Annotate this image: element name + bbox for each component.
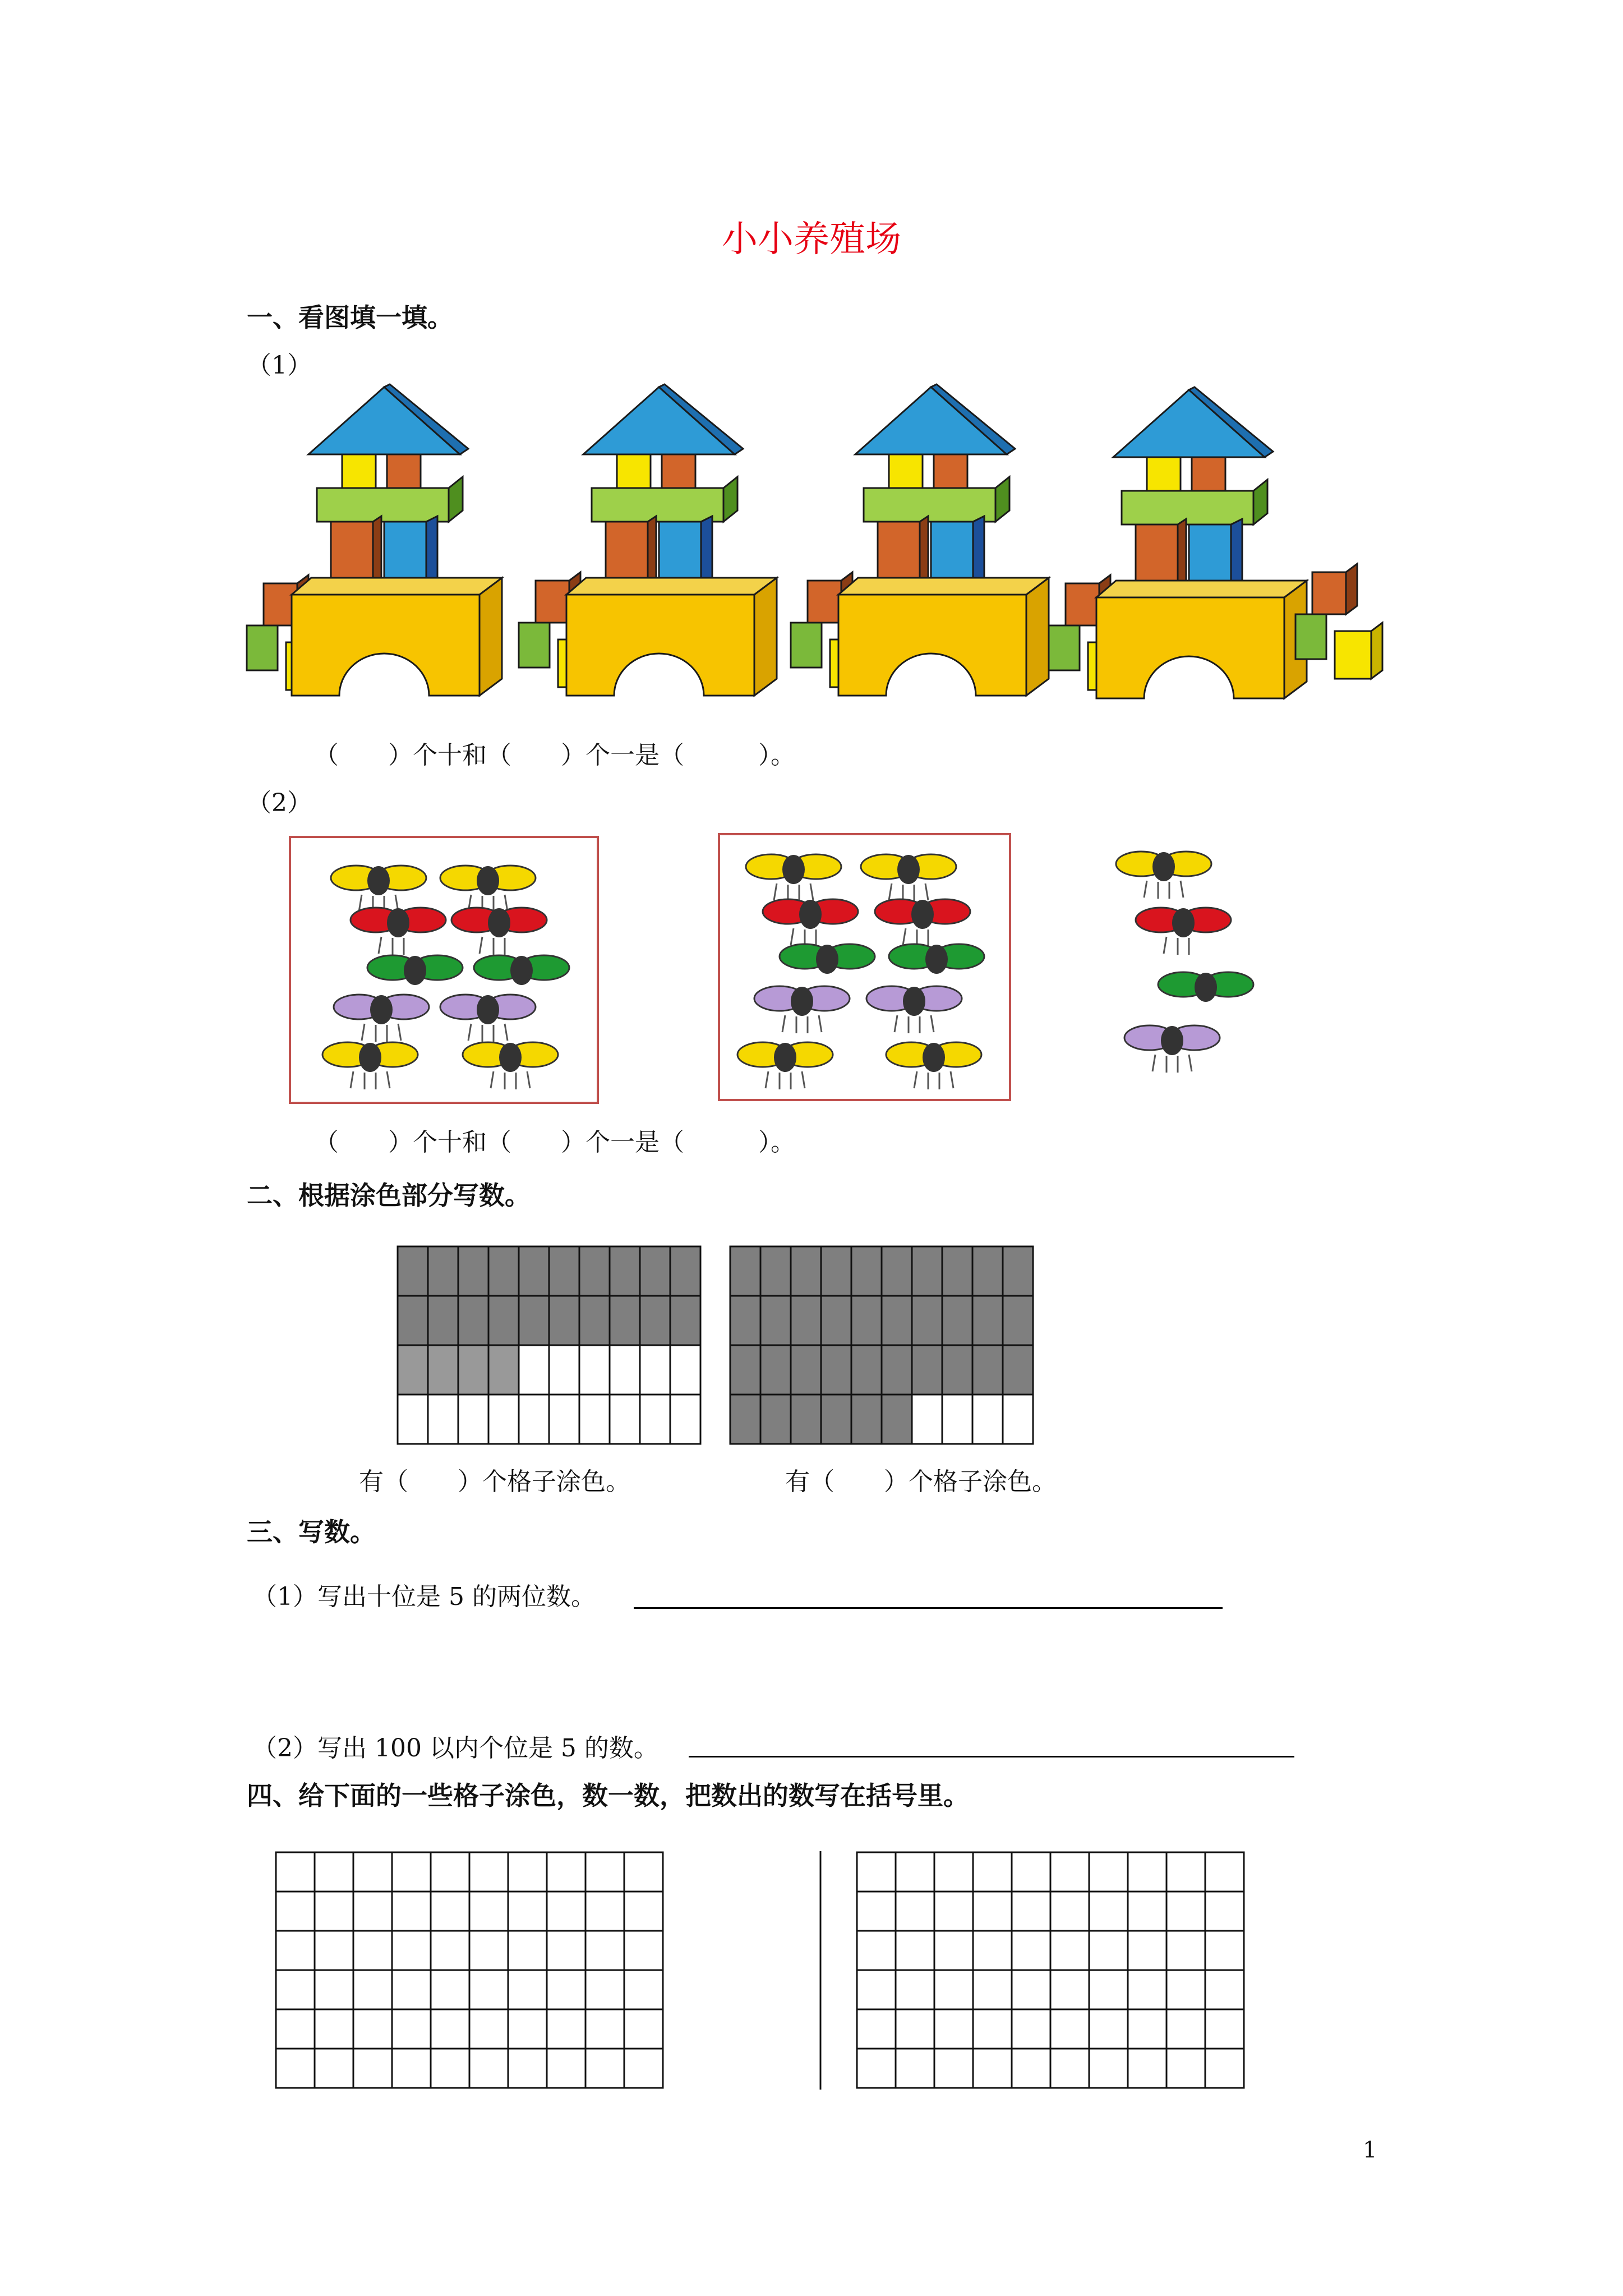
shaded-grid-a — [396, 1245, 702, 1447]
shaded-cell — [398, 1345, 428, 1395]
blank-cell — [585, 2009, 624, 2049]
shaded-cell — [972, 1246, 1003, 1296]
shaded-cell — [912, 1296, 942, 1345]
blank-cell — [392, 2009, 431, 2049]
blank-cell — [896, 1892, 934, 1931]
blank-cell — [469, 1852, 508, 1892]
blank-cell — [1128, 1931, 1166, 1970]
blank-cell — [276, 1931, 315, 1970]
blank-cell — [431, 2009, 469, 2049]
shaded-cell — [882, 1296, 912, 1345]
shaded-cell — [428, 1296, 458, 1345]
blank-cell — [392, 1970, 431, 2009]
blank-cell — [1089, 2009, 1128, 2049]
section2-heading: 二、根据涂色部分写数。 — [247, 1180, 531, 1211]
answer-line-3-1[interactable] — [634, 1607, 1223, 1609]
blank-cell — [276, 2009, 315, 2049]
shaded-cell — [821, 1296, 851, 1345]
blank-cell — [896, 1852, 934, 1892]
empty-cell — [942, 1395, 972, 1444]
blank-cell — [1205, 1892, 1244, 1931]
blank-cell — [276, 1970, 315, 2009]
blank-cell — [469, 2009, 508, 2049]
empty-cell — [670, 1345, 700, 1395]
blank-cell — [934, 1931, 973, 1970]
blank-cell — [896, 2009, 934, 2049]
shaded-cell — [519, 1246, 549, 1296]
blank-cell — [1128, 1970, 1166, 2009]
shaded-cell — [972, 1345, 1003, 1395]
blank-cell — [315, 1970, 353, 2009]
blank-cell — [1089, 1931, 1128, 1970]
shaded-cell — [942, 1246, 972, 1296]
shaded-cell — [519, 1296, 549, 1345]
empty-cell — [1003, 1395, 1033, 1444]
blank-cell — [1050, 1931, 1089, 1970]
blank-cell — [624, 1931, 663, 1970]
blank-cell — [547, 2049, 585, 2088]
grid-a-caption: 有（ ）个格子涂色。 — [359, 1467, 630, 1496]
blank-cell — [469, 2049, 508, 2088]
empty-cell — [912, 1395, 942, 1444]
blank-cell — [315, 1892, 353, 1931]
blank-cell — [547, 1970, 585, 2009]
question-3-2: （2）写出 100 以内个位是 5 的数。 — [252, 1734, 658, 1763]
empty-cell — [640, 1395, 670, 1444]
shaded-cell — [1003, 1296, 1033, 1345]
shaded-cell — [760, 1345, 791, 1395]
blank-cell — [585, 1892, 624, 1931]
shaded-cell — [640, 1246, 670, 1296]
empty-cell — [519, 1345, 549, 1395]
blank-cell — [353, 1852, 392, 1892]
shaded-cell — [791, 1296, 821, 1345]
section1-heading: 一、看图填一填。 — [247, 302, 453, 333]
blank-cell — [508, 2009, 547, 2049]
blank-cell — [896, 1931, 934, 1970]
shaded-cell — [549, 1246, 579, 1296]
blank-cell — [1166, 2009, 1205, 2049]
shaded-grid-b — [729, 1245, 1035, 1447]
empty-cell — [458, 1395, 488, 1444]
blank-cell — [1166, 2049, 1205, 2088]
blank-cell — [857, 1892, 896, 1931]
blank-grid-a[interactable] — [275, 1851, 667, 2092]
section4-heading: 四、给下面的一些格子涂色，数一数，把数出的数写在括号里。 — [247, 1780, 969, 1811]
blank-cell — [1012, 1931, 1050, 1970]
shaded-cell — [1003, 1345, 1033, 1395]
shaded-cell — [882, 1246, 912, 1296]
blank-cell — [1166, 1852, 1205, 1892]
shaded-cell — [882, 1345, 912, 1395]
blank-cell — [585, 2049, 624, 2088]
blank-cell — [1166, 1892, 1205, 1931]
shaded-cell — [791, 1246, 821, 1296]
part2-prompt: （ ）个十和（ ）个一是（ ）。 — [314, 1128, 795, 1157]
blank-cell — [1050, 1970, 1089, 2009]
blank-cell — [353, 1931, 392, 1970]
blank-cell — [431, 1931, 469, 1970]
shaded-cell — [670, 1246, 700, 1296]
shaded-cell — [821, 1246, 851, 1296]
empty-cell — [670, 1395, 700, 1444]
shaded-cell — [488, 1296, 519, 1345]
shaded-cell — [760, 1246, 791, 1296]
blank-cell — [353, 1970, 392, 2009]
grid-b-caption: 有（ ）个格子涂色。 — [785, 1467, 1057, 1496]
empty-cell — [549, 1345, 579, 1395]
shaded-cell — [428, 1345, 458, 1395]
question-3-1: （1）写出十位是 5 的两位数。 — [252, 1582, 596, 1611]
shaded-cell — [821, 1345, 851, 1395]
blank-cell — [1205, 1931, 1244, 1970]
shaded-cell — [488, 1246, 519, 1296]
empty-cell — [579, 1345, 610, 1395]
blank-cell — [1089, 2049, 1128, 2088]
shaded-cell — [458, 1345, 488, 1395]
page-title: 小小养殖场 — [722, 219, 901, 260]
blank-cell — [315, 1852, 353, 1892]
blank-cell — [276, 2049, 315, 2088]
blank-cell — [973, 1852, 1012, 1892]
blank-cell — [1128, 2009, 1166, 2049]
shaded-cell — [398, 1296, 428, 1345]
blank-cell — [1012, 1970, 1050, 2009]
shaded-cell — [428, 1246, 458, 1296]
blank-cell — [276, 1852, 315, 1892]
blank-cell — [392, 1852, 431, 1892]
shaded-cell — [760, 1395, 791, 1444]
blank-cell — [934, 2049, 973, 2088]
shaded-cell — [851, 1296, 882, 1345]
shaded-cell — [458, 1296, 488, 1345]
blank-cell — [315, 2049, 353, 2088]
blank-cell — [896, 2049, 934, 2088]
blank-cell — [1166, 1970, 1205, 2009]
blank-cell — [547, 1892, 585, 1931]
moths-illustration — [0, 0, 1623, 1122]
shaded-cell — [1003, 1246, 1033, 1296]
blank-cell — [315, 2009, 353, 2049]
shaded-cell — [458, 1246, 488, 1296]
blank-cell — [934, 2009, 973, 2049]
blank-cell — [973, 2049, 1012, 2088]
part1-prompt: （ ）个十和（ ）个一是（ ）。 — [314, 741, 795, 770]
blank-cell — [1012, 2049, 1050, 2088]
empty-cell — [972, 1395, 1003, 1444]
blank-cell — [469, 1970, 508, 2009]
shaded-cell — [579, 1246, 610, 1296]
shaded-cell — [610, 1296, 640, 1345]
shaded-cell — [942, 1345, 972, 1395]
shaded-cell — [942, 1296, 972, 1345]
blank-cell — [1205, 1970, 1244, 2009]
blank-cell — [624, 2009, 663, 2049]
blank-cell — [315, 1931, 353, 1970]
blank-cell — [1128, 1852, 1166, 1892]
blank-cell — [857, 2009, 896, 2049]
shaded-cell — [398, 1246, 428, 1296]
blank-cell — [934, 1970, 973, 2009]
blank-cell — [934, 1852, 973, 1892]
shaded-cell — [730, 1246, 760, 1296]
empty-cell — [428, 1395, 458, 1444]
blank-cell — [973, 1931, 1012, 1970]
empty-cell — [610, 1395, 640, 1444]
empty-cell — [640, 1345, 670, 1395]
empty-cell — [549, 1395, 579, 1444]
blank-cell — [1205, 1852, 1244, 1892]
empty-cell — [519, 1395, 549, 1444]
shaded-cell — [730, 1345, 760, 1395]
shaded-cell — [821, 1395, 851, 1444]
blank-cell — [547, 1852, 585, 1892]
shaded-cell — [912, 1246, 942, 1296]
blank-cell — [547, 2009, 585, 2049]
blank-cell — [585, 1931, 624, 1970]
shaded-cell — [791, 1395, 821, 1444]
blank-cell — [508, 1931, 547, 1970]
blank-cell — [1089, 1852, 1128, 1892]
blank-cell — [508, 1970, 547, 2009]
blank-cell — [1050, 2009, 1089, 2049]
empty-cell — [398, 1395, 428, 1444]
section3-heading: 三、写数。 — [247, 1517, 376, 1547]
blank-cell — [1012, 1892, 1050, 1931]
blank-cell — [585, 1852, 624, 1892]
blank-cell — [1089, 1892, 1128, 1931]
blank-cell — [1050, 2049, 1089, 2088]
blank-cell — [547, 1931, 585, 1970]
shaded-cell — [640, 1296, 670, 1345]
blank-cell — [276, 1892, 315, 1931]
shaded-cell — [882, 1395, 912, 1444]
blank-cell — [469, 1931, 508, 1970]
part2-label: （2） — [247, 789, 312, 817]
blank-cell — [1012, 1852, 1050, 1892]
blank-cell — [508, 1852, 547, 1892]
blank-cell — [508, 1892, 547, 1931]
blank-cell — [392, 1892, 431, 1931]
empty-cell — [610, 1345, 640, 1395]
shaded-cell — [488, 1345, 519, 1395]
shaded-cell — [760, 1296, 791, 1345]
blank-cell — [624, 1892, 663, 1931]
blank-cell — [857, 1852, 896, 1892]
empty-cell — [488, 1395, 519, 1444]
shaded-cell — [791, 1345, 821, 1395]
blank-cell — [624, 1852, 663, 1892]
blank-cell — [392, 1931, 431, 1970]
shaded-cell — [610, 1246, 640, 1296]
blank-cell — [934, 1892, 973, 1931]
blank-cell — [896, 1970, 934, 2009]
blank-cell — [353, 1892, 392, 1931]
shaded-cell — [912, 1345, 942, 1395]
page-number: 1 — [1363, 2137, 1377, 2163]
blank-cell — [624, 1970, 663, 2009]
shaded-cell — [851, 1395, 882, 1444]
shaded-cell — [730, 1395, 760, 1444]
shaded-cell — [579, 1296, 610, 1345]
blank-cell — [431, 1970, 469, 2009]
blank-cell — [585, 1970, 624, 2009]
blank-cell — [1050, 1852, 1089, 1892]
shaded-cell — [549, 1296, 579, 1345]
shaded-cell — [670, 1296, 700, 1345]
blank-cell — [857, 1970, 896, 2009]
blank-cell — [1050, 1892, 1089, 1931]
blank-cell — [624, 2049, 663, 2088]
blank-cell — [857, 1931, 896, 1970]
blank-cell — [392, 2049, 431, 2088]
blank-cell — [431, 1892, 469, 1931]
blank-cell — [1128, 2049, 1166, 2088]
blank-grid-b[interactable] — [819, 1851, 1251, 2092]
shaded-cell — [851, 1345, 882, 1395]
blank-cell — [857, 2049, 896, 2088]
blank-cell — [1205, 2009, 1244, 2049]
part1-label: （1） — [247, 351, 312, 380]
blank-cell — [973, 2009, 1012, 2049]
blank-cell — [469, 1892, 508, 1931]
blank-cell — [431, 2049, 469, 2088]
blank-cell — [1128, 1892, 1166, 1931]
blank-cell — [1205, 2049, 1244, 2088]
blank-cell — [973, 1892, 1012, 1931]
empty-cell — [579, 1395, 610, 1444]
blank-cell — [973, 1970, 1012, 2009]
shaded-cell — [972, 1296, 1003, 1345]
blank-cell — [1012, 2009, 1050, 2049]
answer-line-3-2[interactable] — [689, 1756, 1294, 1757]
shaded-cell — [730, 1296, 760, 1345]
shaded-cell — [851, 1246, 882, 1296]
blank-cell — [353, 2049, 392, 2088]
blank-cell — [353, 2009, 392, 2049]
blank-cell — [1166, 1931, 1205, 1970]
blank-cell — [431, 1852, 469, 1892]
blank-cell — [1089, 1970, 1128, 2009]
blank-cell — [508, 2049, 547, 2088]
